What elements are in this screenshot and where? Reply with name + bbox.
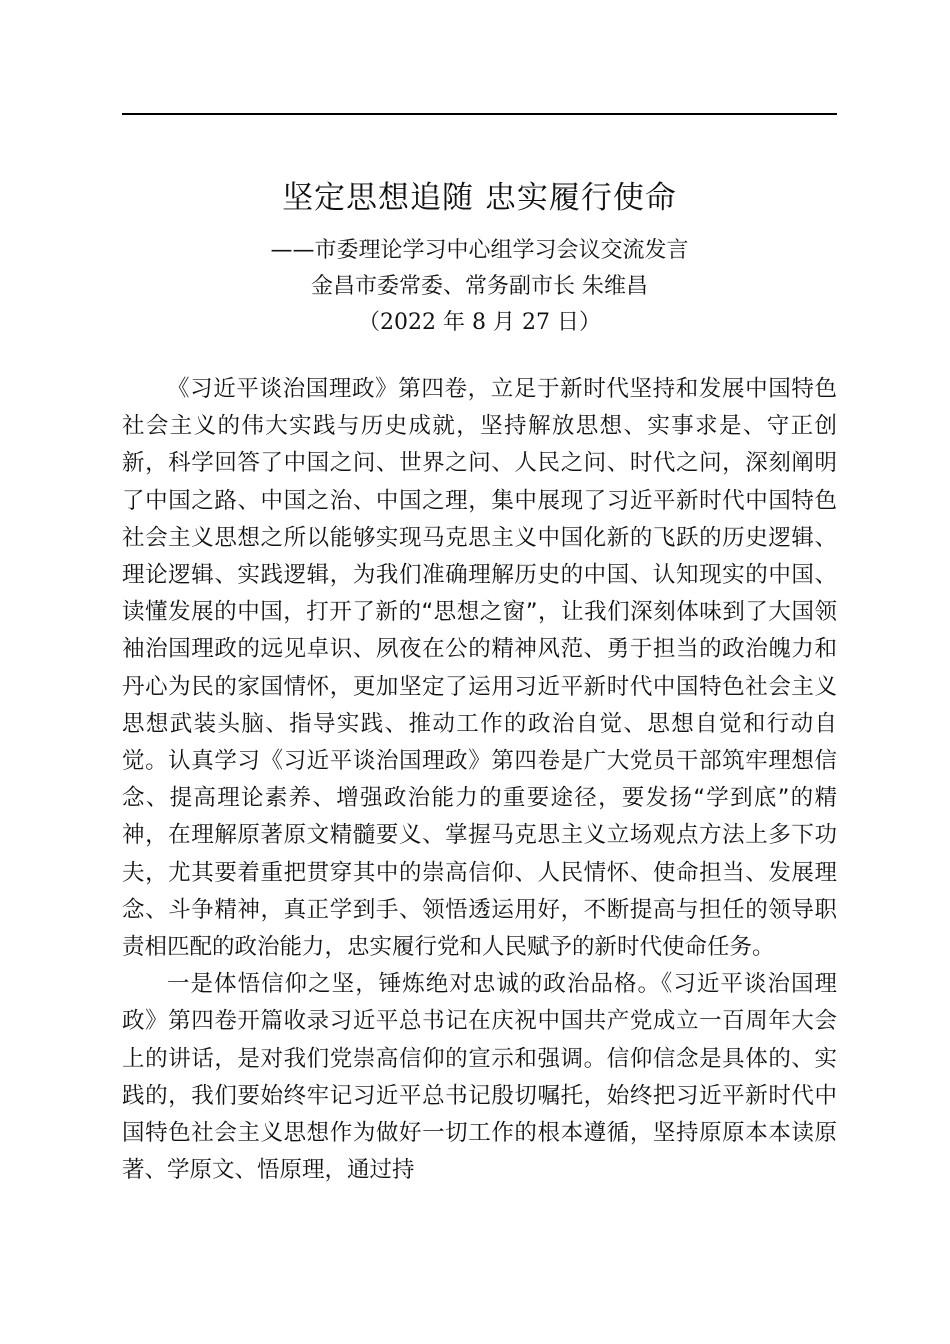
header-rule (122, 113, 837, 115)
document-body (122, 371, 837, 1189)
document-subtitle: ——市委理论学习中心组学习会议交流发言 (270, 238, 689, 263)
body-paragraph: 《习近平谈治国理政》第四卷，立足于新时代坚持和发展中国特色社会主义的伟大实践与历史成就，坚持解放思想、实事求是、守正创新，科学回答了中国之问、世界之问、人民之问、时代之问，深刻阐明了中国之路、中国之治、中国之理，集中展现了习近平新时代中国特色社会主义思想之所以能够实现马克思主义中国化新的飞跃的历史逻辑、理论逻辑、实践逻辑，为我们准确理解历史的中国、认知现实的中国、读懂发展的中国，打开了新的“思想之窗”，让我们深刻体味到了大国领袖治国理政的远见卓识、夙夜在公的精神风范、勇于担当的政治魄力和丹心为民的家国情怀，更加坚定了运用习近平新时代中国特色社会主义思想武装头脑、指导实践、推动工作的政治自觉、思想自觉和行动自觉。认真学习《习近平谈治国理政》第四卷是广大党员干部筑牢理想信念、提高理论素养、增强政治能力的重要途径，要发扬“学到底”的精神，在理解原著原文精髓要义、掌握马克思主义立场观点方法上多下功夫，尤其要着重把贯穿其中的崇高信仰、人民情怀、使命担当、发展理念、斗争精神，真正学到手、领悟透运用好，不断提高与担任的领导职责相匹配的政治能力，忠实履行党和人民赋予的新时代使命任务。 (122, 376, 837, 961)
document-author: 金昌市委常委、常务副市长 朱维昌 (311, 274, 648, 299)
document-title: 坚定思想追随 忠实履行使命 (282, 180, 677, 216)
document-date: （2022 年 8 月 27 日） (358, 310, 601, 335)
body-paragraph: 一是体悟信仰之坚，锤炼绝对忠诚的政治品格。《习近平谈治国理政》第四卷开篇收录习近平总书记在庆祝中国共产党成立一百周年大会上的讲话，是对我们党崇高信仰的宣示和强调。信仰信念是具体的、实践的，我们要始终牢记习近平总书记殷切嘱托，始终把习近平新时代中国特色社会主义思想作为做好一切工作的根本遵循，坚持原原本本读原著、学原文、悟原理，通过持 (122, 971, 837, 1184)
